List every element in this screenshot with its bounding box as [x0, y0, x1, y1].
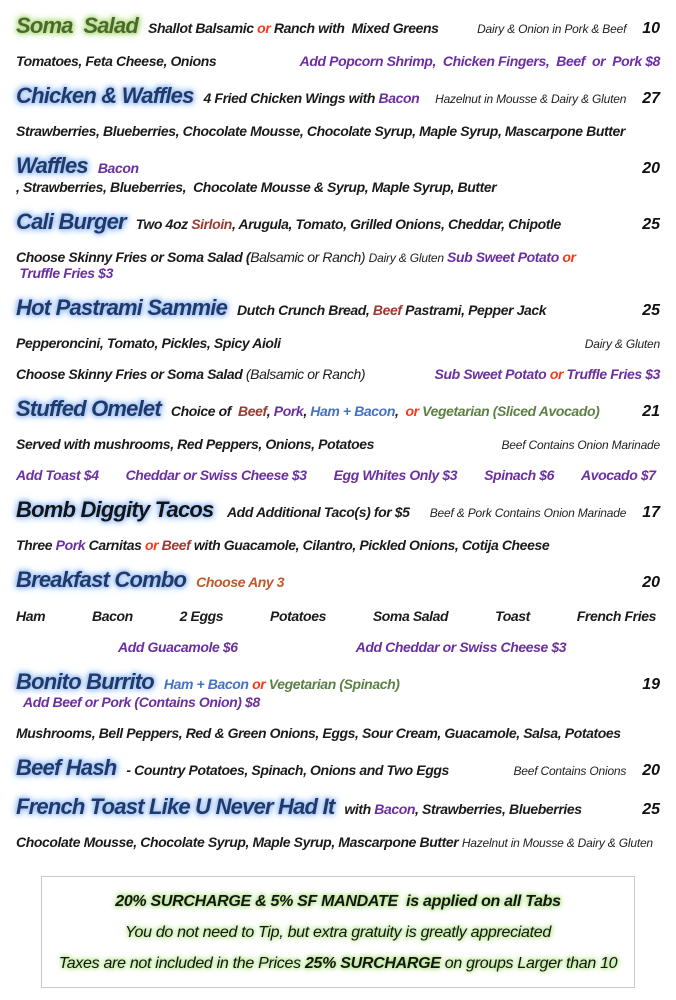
menu-row [16, 366, 660, 382]
menu-row [16, 210, 660, 234]
surcharge-text-segment: on groups Larger than 10 [440, 955, 618, 973]
row-left [16, 335, 281, 351]
menu-item-stuffed-omelet [16, 397, 660, 483]
row-left [16, 795, 582, 819]
menu-row [16, 14, 660, 38]
menu-row [16, 725, 660, 741]
allergen-note: Dairy & Onion in Pork & Beef [477, 22, 627, 36]
menu-text-segment: Choose Skinny Fries or Soma Salad ( [16, 248, 251, 265]
menu-text-segment: Cheddar or Swiss Cheese $3 [125, 467, 307, 484]
allergen-note: Beef Contains Onions [513, 763, 627, 778]
menu-row [16, 53, 660, 69]
item-title: Soma Salad [16, 13, 139, 38]
menu-row [16, 154, 660, 194]
menu-text-segment: Beef [158, 537, 191, 554]
menu-item-soma-salad [16, 14, 660, 69]
menu-text-segment: Bacon [97, 160, 139, 177]
item-price: 21 [642, 402, 660, 420]
row-right [290, 53, 660, 69]
menu-text-segment: with [344, 800, 375, 817]
surcharge-text-segment: 20% SURCHARGE & 5% SF MANDATE is applied on all Tabs [115, 893, 561, 911]
menu-text-segment: Tomatoes, Feta Cheese, Onions [16, 53, 217, 70]
menu-text-segment: Chocolate Mousse, Chocolate Syrup, Maple Syrup, Mascarpone Butter [16, 834, 462, 851]
row-left [16, 296, 546, 320]
menu-text-segment: Add Popcorn Shrimp, Chicken Fingers, Beef or Pork $8 [299, 53, 660, 70]
row-right [616, 403, 660, 421]
menu-text-segment: Truffle Fries $3 [16, 264, 113, 281]
menu-row [16, 397, 660, 421]
row-right [616, 801, 660, 819]
menu-row [16, 249, 660, 281]
menu-text-segment: 4 Fried Chicken Wings with [203, 90, 379, 107]
menu-text-segment: Vegetarian (Sliced Avocado) [418, 402, 600, 419]
row-left [16, 756, 449, 780]
item-price: 20 [642, 574, 660, 592]
menu-text-segment: Choose Any 3 [196, 574, 285, 591]
row-right [616, 216, 660, 234]
menu-item-cali-burger [16, 210, 660, 281]
menu-text-segment: Dutch Crunch Bread, [237, 301, 373, 318]
item-price: 10 [642, 20, 660, 37]
allergen-note: Hazelnut in Mousse & Dairy & Gluten [461, 836, 653, 851]
menu-row [16, 834, 660, 850]
menu-text-segment: Egg Whites Only $3 [333, 467, 458, 484]
menu-text-segment: Ranch with Mixed Greens [270, 20, 439, 36]
item-title: Cali Burger [16, 208, 126, 234]
row-left [16, 725, 660, 741]
menu-item-beef-hash [16, 756, 660, 780]
item-title: Bomb Diggity Tacos [16, 497, 214, 523]
menu-text-segment: , Strawberries, Blueberries [415, 800, 582, 817]
menu-text-segment: Two 4oz [135, 215, 192, 232]
menu-text-segment: Pastrami, Pepper Jack [401, 301, 547, 318]
menu-list [16, 14, 660, 850]
item-title: Waffles [16, 153, 88, 179]
menu-item-chicken-and-waffles [16, 84, 660, 139]
menu-item-bomb-diggity-tacos [16, 498, 660, 553]
row-left [16, 834, 660, 850]
menu-text-segment: 2 Eggs [179, 607, 224, 624]
row-right [467, 20, 660, 38]
menu-text-segment: Add Cheddar or Swiss Cheese $3 [355, 638, 567, 655]
menu-text-segment: (Balsamic or Ranch) [245, 365, 366, 382]
menu-text-segment: Ham + Bacon [163, 675, 253, 692]
menu-text-segment: or [144, 537, 159, 554]
menu-text-segment: Pepperoncini, Tomato, Pickles, Spicy Aioli [16, 334, 281, 351]
menu-text-segment: or [549, 365, 564, 382]
menu-text-segment: , Arugula, Tomato, Grilled Onions, Cheddar, Chipotle [231, 215, 561, 232]
row-left [16, 53, 216, 69]
row-left [16, 123, 660, 139]
menu-row [16, 296, 660, 320]
menu-text-segment: Balsamic or Ranch) [250, 248, 369, 265]
menu-item-breakfast-combo [16, 568, 660, 654]
row-left [16, 210, 561, 234]
menu-text-segment: Ham [16, 607, 46, 624]
item-title: Chicken & Waffles [16, 83, 194, 109]
menu-text-segment: Pork [273, 402, 304, 419]
menu-text-segment: Choose Skinny Fries or Soma Salad [16, 365, 246, 382]
menu-text-segment: or [257, 20, 271, 36]
surcharge-line [50, 893, 626, 911]
allergen-note: Dairy & Gluten [584, 336, 660, 351]
item-title: Bonito Burrito [16, 668, 154, 694]
menu-text-segment: Avocado $7 [581, 467, 656, 484]
menu-row [16, 670, 660, 710]
menu-row [16, 608, 660, 624]
menu-text-segment: with Guacamole, Cilantro, Pickled Onions, Cotija Cheese [190, 537, 550, 554]
menu-text-segment: Potatoes [270, 607, 326, 624]
row-right [616, 676, 660, 694]
allergen-note: Beef Contains Onion Marinade [501, 438, 660, 453]
surcharge-line [50, 924, 626, 942]
menu-row [16, 123, 660, 139]
item-price: 19 [642, 675, 660, 693]
row-left [16, 670, 616, 710]
menu-item-hot-pastrami-sammie [16, 296, 660, 382]
row-right [420, 504, 660, 522]
item-title: Stuffed Omelet [16, 395, 161, 421]
row-left [16, 14, 439, 38]
menu-text-segment: Carnitas [85, 537, 145, 554]
item-title: Breakfast Combo [16, 567, 187, 593]
menu-item-waffles [16, 154, 660, 194]
menu-text-segment: Sub Sweet Potato [434, 365, 550, 382]
row-right [492, 438, 661, 452]
item-price: 25 [642, 301, 660, 319]
allergen-note: Beef & Pork Contains Onion Marinade [429, 506, 627, 521]
menu-item-french-toast [16, 795, 660, 850]
menu-text-segment: or [405, 402, 419, 419]
menu-row [16, 639, 660, 655]
menu-row [16, 756, 660, 780]
item-price: 17 [642, 504, 660, 522]
menu-text-segment: Add Toast $4 [16, 467, 99, 484]
item-price: 20 [642, 160, 660, 178]
menu-text-segment: Add Beef or Pork (Contains Onion) $8 [16, 693, 260, 710]
allergen-note: Dairy & Gluten [368, 250, 448, 265]
menu-text-segment: Add Guacamole $6 [118, 638, 238, 655]
menu-text-segment: Served with mushrooms, Red Peppers, Onions, Potatoes [16, 436, 375, 453]
surcharge-text-segment: You do not need to Tip, but extra gratuity is greatly appreciated [125, 924, 551, 942]
menu-text-segment: Shallot Balsamic [148, 20, 258, 36]
surcharge-notice [41, 876, 635, 988]
menu-text-segment: Bacon [92, 607, 133, 624]
menu-text-segment: , [394, 402, 406, 419]
menu-text-segment: Bacon [378, 90, 420, 107]
surcharge-line [50, 955, 626, 973]
row-left [16, 498, 410, 522]
menu-item-bonito-burrito [16, 670, 660, 741]
menu-row [16, 498, 660, 522]
row-left [16, 154, 616, 194]
menu-row [16, 436, 660, 452]
row-left [16, 568, 284, 592]
row-left [16, 436, 374, 452]
menu-text-segment: Beef [238, 402, 267, 419]
row-right [425, 90, 660, 108]
menu-text-segment: , [266, 402, 274, 419]
allergen-note: Hazelnut in Mousse & Dairy & Gluten [435, 92, 627, 107]
item-title: French Toast Like U Never Had It [16, 793, 335, 819]
menu-text-segment: Spinach $6 [484, 467, 555, 484]
row-left [16, 366, 365, 382]
item-price: 25 [642, 800, 660, 818]
row-left [16, 249, 660, 281]
menu-text-segment: - Country Potatoes, Spinach, Onions and Two Eggs [126, 761, 449, 778]
menu-text-segment: Mushrooms, Bell Peppers, Red & Green Onions, Eggs, Sour Cream, Guacamole, Salsa, Potatoes [16, 724, 621, 741]
menu-text-segment: Sirloin [191, 215, 232, 232]
menu-text-segment: Beef [372, 301, 402, 318]
menu-text-segment: or [562, 248, 576, 265]
menu-text-segment: Strawberries, Blueberries, Chocolate Mousse, Chocolate Syrup, Maple Syrup, Mascarpone Butter [16, 123, 625, 140]
surcharge-text-segment: Taxes are not included in the Prices [58, 955, 305, 973]
menu-text-segment: Three [16, 537, 56, 554]
item-price: 27 [642, 90, 660, 108]
menu-text-segment: Ham + Bacon [310, 402, 395, 419]
item-title: Beef Hash [16, 754, 117, 780]
item-title: Hot Pastrami Sammie [16, 294, 227, 320]
row-left [16, 84, 419, 108]
row-right [575, 337, 660, 351]
surcharge-text-segment: 25% SURCHARGE [304, 955, 441, 973]
item-price: 25 [642, 215, 660, 233]
menu-row [16, 537, 660, 553]
row-right [616, 160, 660, 178]
menu-text-segment: French Fries [576, 607, 656, 624]
menu-text-segment: Truffle Fries $3 [563, 365, 660, 382]
menu-text-segment: Soma Salad [372, 607, 449, 624]
menu-text-segment: , [303, 402, 311, 419]
row-right [425, 366, 661, 382]
menu-text-segment: Toast [495, 607, 530, 624]
menu-text-segment: Vegetarian (Spinach) [265, 675, 400, 692]
menu-text-segment: Bacon [374, 800, 416, 817]
menu-text-segment: or [252, 675, 266, 692]
menu-text-segment: Add Additional Taco(s) for $5 [223, 504, 410, 521]
item-price: 20 [642, 761, 660, 779]
row-right [503, 762, 660, 780]
row-right [616, 302, 660, 320]
menu-row [16, 84, 660, 108]
menu-row [16, 795, 660, 819]
menu-text-segment: Choice of [170, 402, 239, 419]
menu-row [16, 568, 660, 592]
menu-text-segment: Sub Sweet Potato [447, 248, 563, 265]
row-left [16, 537, 660, 553]
menu-row [16, 335, 660, 351]
row-left [16, 397, 599, 421]
row-right [616, 574, 660, 592]
menu-row [16, 467, 660, 483]
menu-text-segment: Pork [55, 537, 86, 554]
menu-text-segment: , Strawberries, Blueberries, Chocolate Mousse & Syrup, Maple Syrup, Butter [16, 178, 497, 195]
